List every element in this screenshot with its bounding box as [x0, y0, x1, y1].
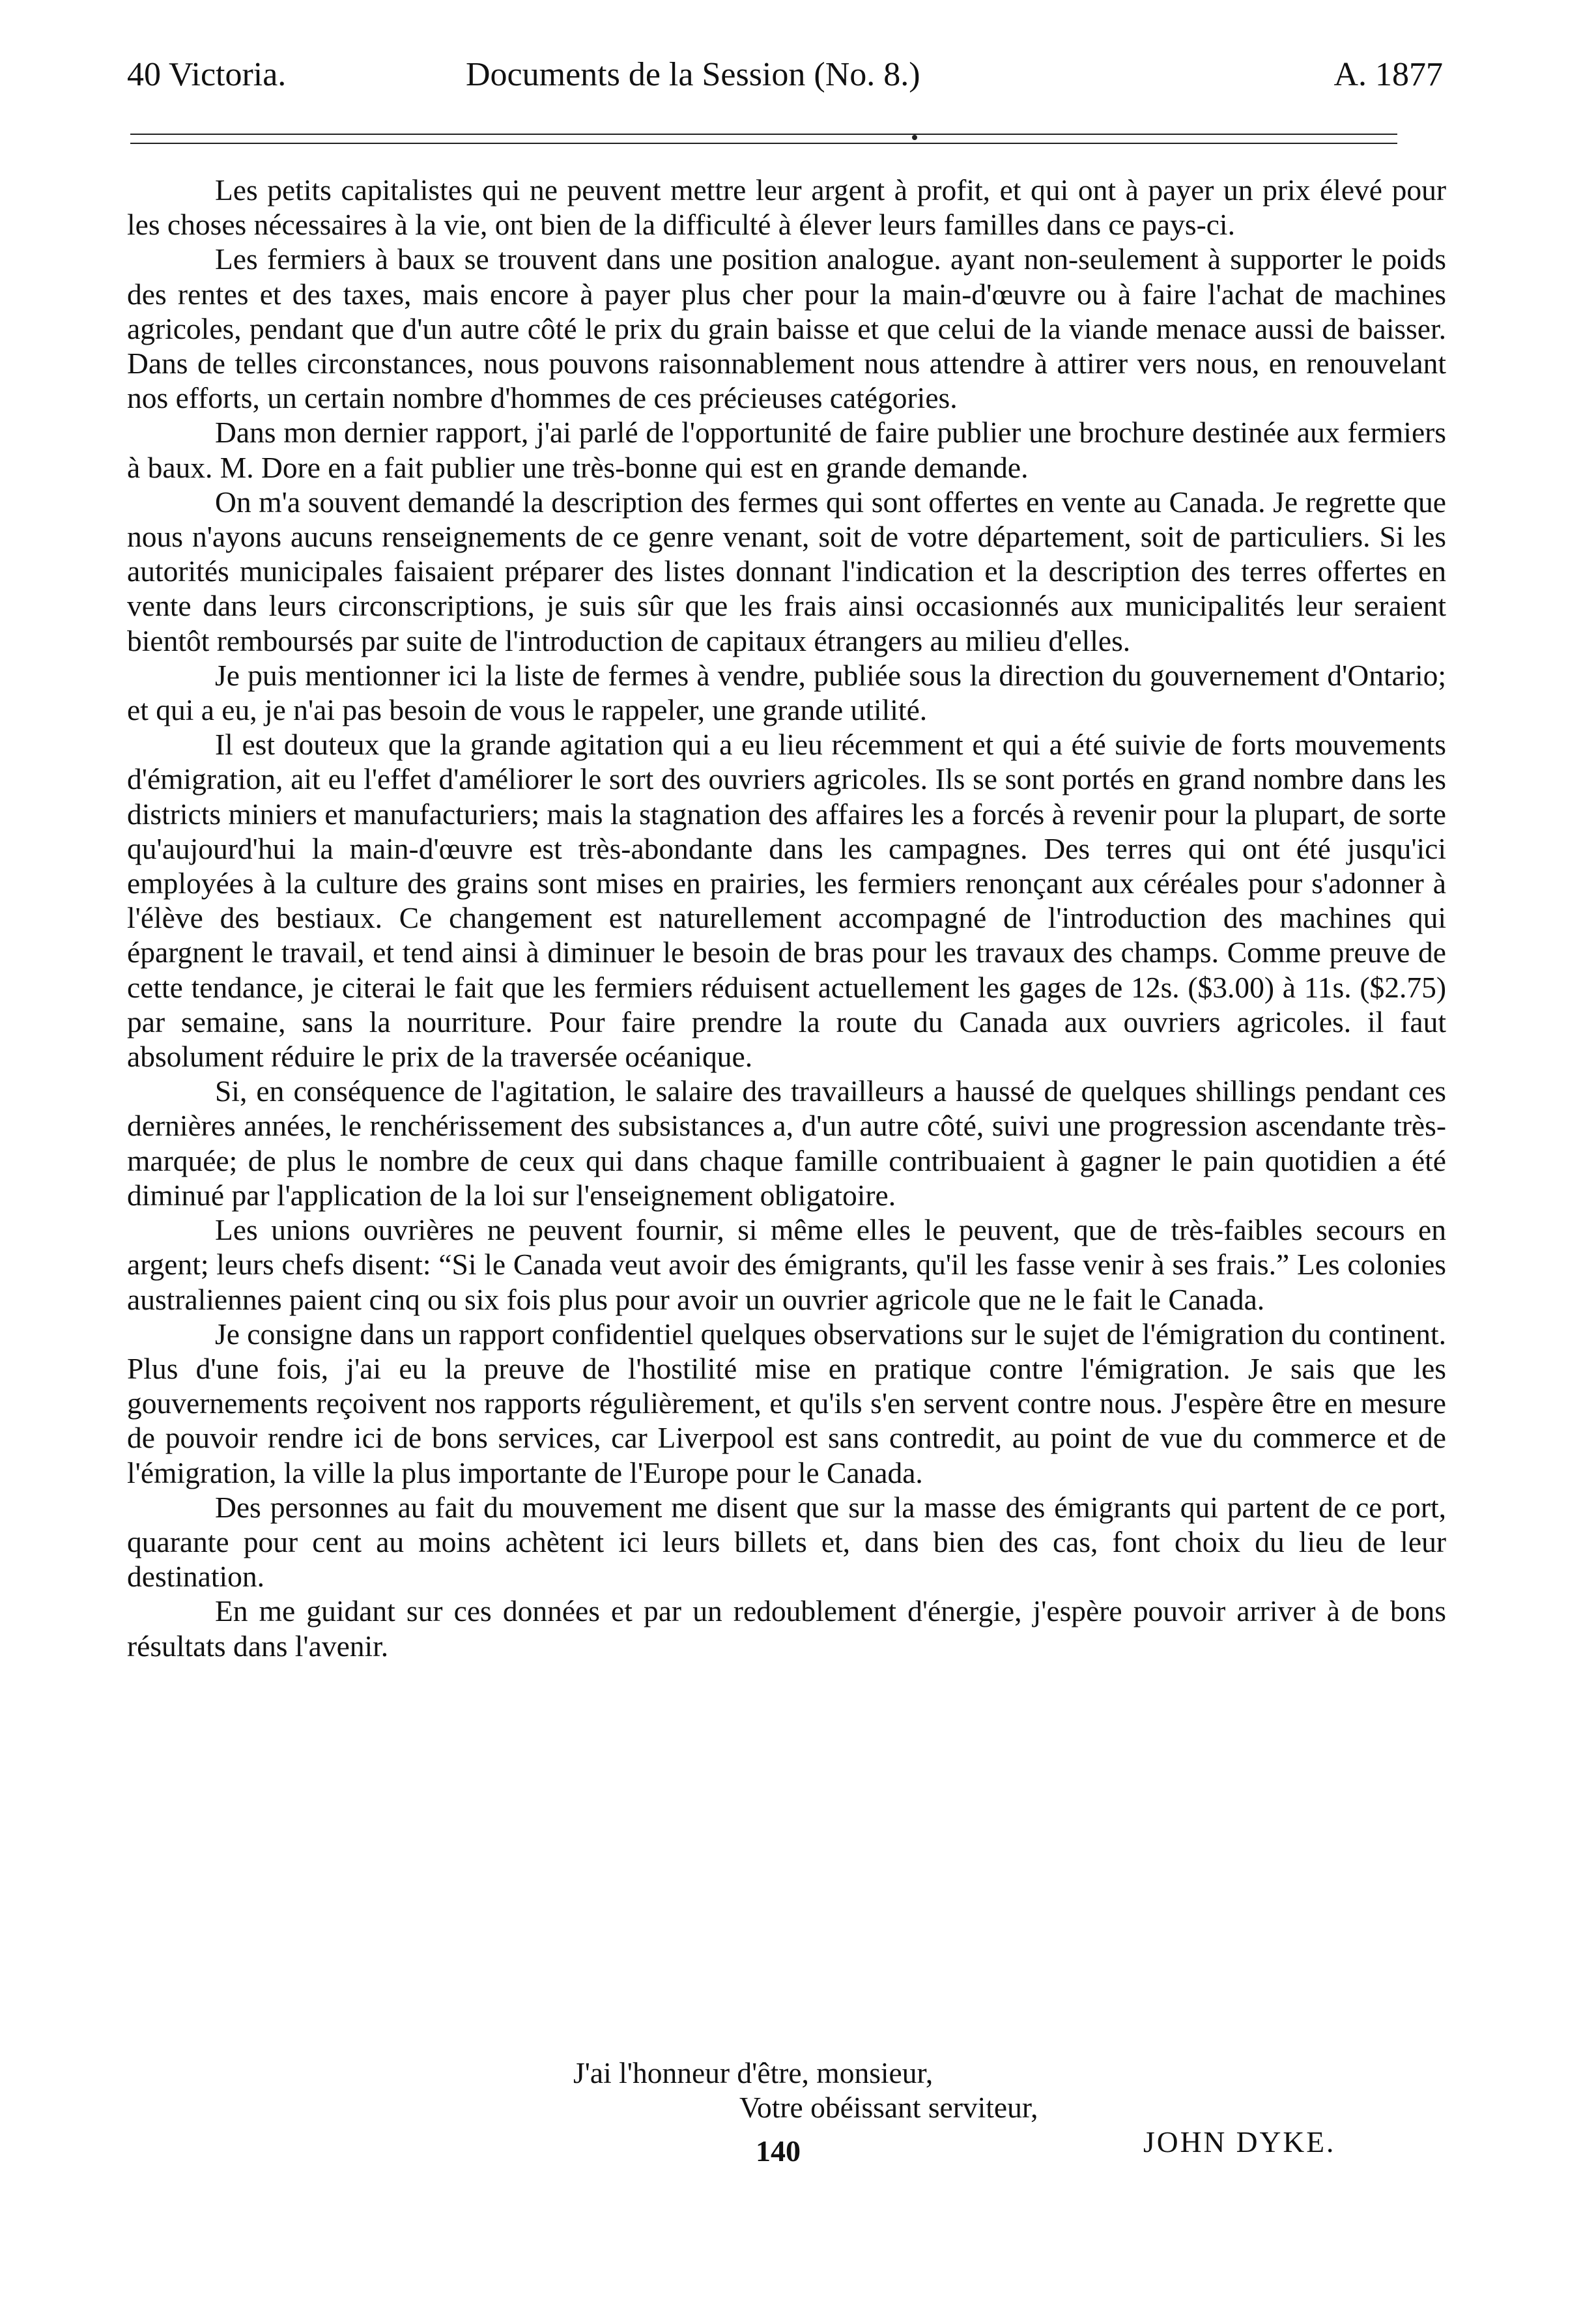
paragraph: Les petits capitalistes qui ne peuvent mettre leur argent à profit, et qui ont à payer un prix élevé pour les choses nécessaires à la vie, ont bien de la difficulté à élever leurs familles dans ce pays-ci. [127, 173, 1446, 242]
paragraph: Dans mon dernier rapport, j'ai parlé de l'opportunité de faire publier une brochure destinée aux fermiers à baux. M. Dore en a fait publier une très-bonne qui est en grande demande. [127, 416, 1446, 484]
header-volume: 40 Victoria. [127, 56, 287, 93]
page-number: 140 [756, 2134, 801, 2168]
paragraph: Les unions ouvrières ne peuvent fournir, si même elles le peuvent, que de très-faibles secours en argent; leurs chefs disent: “Si le Canada veut avoir des émigrants, qu'il les fasse venir à ses frais.” Les colonies australiennes paient cinq ou six fois plus pour avoir un ouvrier agricole que ne le fait le Canada. [127, 1213, 1446, 1316]
rule-ornament [912, 135, 917, 140]
paragraph: Des personnes au fait du mouvement me disent que sur la masse des émigrants qui partent de ce port, quarante pour cent au moins achètent ici leurs billets et, dans bien des cas, font choix du lieu de leur destination. [127, 1490, 1446, 1594]
paragraph: Je puis mentionner ici la liste de fermes à vendre, publiée sous la direction du gouvernement d'Ontario; et qui a eu, je n'ai pas besoin de vous le rappeler, une grande utilité. [127, 658, 1446, 727]
paragraph: On m'a souvent demandé la description des fermes qui sont offertes en vente au Canada. Je regrette que nous n'ayons aucuns renseignements de ce genre venant, soit de votre département, soit de particuliers. Si les autorités municipales faisaient préparer des listes donnant l'indication et la description des terres offertes en vente dans leurs circonscriptions, je suis sûr que les frais ainsi occasionnés aux municipalités leur seraient bientôt remboursés par suite de l'introduction de capitaux étrangers au milieu d'elles. [127, 485, 1446, 657]
paragraph: En me guidant sur ces données et par un redoublement d'énergie, j'espère pouvoir arriver à de bons résultats dans l'avenir. [127, 1594, 1446, 1663]
letter-body [127, 173, 1446, 1663]
closing-salutation: J'ai l'honneur d'être, monsieur, [573, 2056, 933, 2089]
signature: JOHN DYKE. [1143, 2125, 1336, 2158]
header-rule-top [130, 134, 1397, 135]
header-year: A. 1877 [1333, 56, 1443, 93]
header-rule-bottom [130, 143, 1397, 144]
paragraph: Si, en conséquence de l'agitation, le salaire des travailleurs a haussé de quelques shillings pendant ces dernières années, le renchérissement des subsistances a, d'un autre côté, suivi une progression ascendante très-marquée; de plus le nombre de ceux qui dans chaque famille contribuaient à gagner le pain quotidien a été diminué par l'application de la loi sur l'enseignement obligatoire. [127, 1074, 1446, 1212]
paragraph: Les fermiers à baux se trouvent dans une position analogue. ayant non-seulement à supporter le poids des rentes et des taxes, mais encore à payer plus cher pour la main-d'œuvre ou à faire l'achat de machines agricoles, pendant que d'un autre côté le prix du grain baisse et que celui de la viande menace aussi de baisser. Dans de telles circonstances, nous pouvons raisonnablement nous attendre à attirer vers nous, en renouvelant nos efforts, un certain nombre d'hommes de ces précieuses catégories. [127, 242, 1446, 415]
header-title: Documents de la Session (No. 8.) [466, 56, 920, 93]
running-header [127, 46, 1443, 104]
paragraph: Je consigne dans un rapport confidentiel quelques observations sur le sujet de l'émigration du continent. Plus d'une fois, j'ai eu la preuve de l'hostilité mise en pratique contre l'émigration. Je sais que les gouvernements reçoivent nos rapports régulièrement, et qu'ils s'en servent contre nous. J'espère être en mesure de pouvoir rendre ici de bons services, car Liverpool est sans contredit, au point de vue du commerce et de l'émigration, la ville la plus importante de l'Europe pour le Canada. [127, 1317, 1446, 1489]
closing-valediction: Votre obéissant serviteur, [739, 2091, 1038, 2124]
paragraph: Il est douteux que la grande agitation qui a eu lieu récemment et qui a été suivie de forts mouvements d'émigration, ait eu l'effet d'améliorer le sort des ouvriers agricoles. Ils se sont portés en grand nombre dans les districts miniers et manufacturiers; mais la stagnation des affaires les a forcés à revenir pour la plupart, de sorte qu'aujourd'hui la main-d'œuvre est très-abondante dans les campagnes. Des terres qui ont été jusqu'ici employées à la culture des grains sont mises en prairies, les fermiers renonçant aux céréales pour s'adonner à l'élève des bestiaux. Ce changement est naturellement accompagné de l'introduction des machines qui épargnent le travail, et tend ainsi à diminuer le besoin de bras pour les travaux des champs. Comme preuve de cette tendance, je citerai le fait que les fermiers réduisent actuellement les gages de 12s. ($3.00) à 11s. ($2.75) par semaine, sans la nourriture. Pour faire prendre la route du Canada aux ouvriers agricoles. il faut absolument réduire le prix de la traversée océanique. [127, 728, 1446, 1074]
